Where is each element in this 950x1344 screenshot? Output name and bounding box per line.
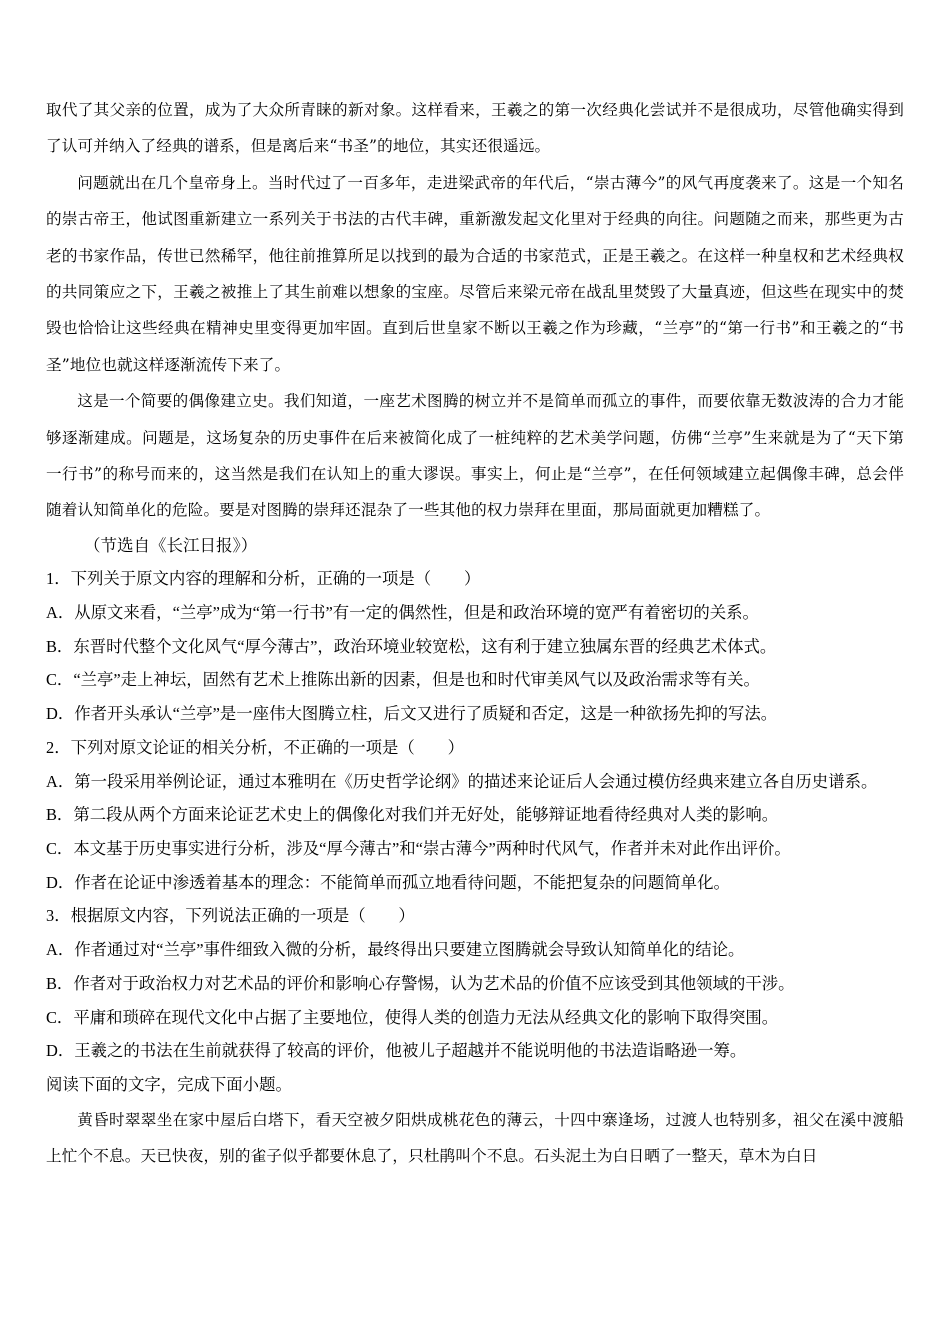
option-c: C．“兰亭”走上神坛，固然有艺术上推陈出新的因素，但是也和时代审美风气以及政治需求等有关。 bbox=[46, 670, 760, 690]
passage-source: （节选自《长江日报》） bbox=[84, 535, 258, 555]
passage-paragraph: 这是一个简要的偶像建立史。我们知道，一座艺术图腾的树立并不是简单而孤立的事件，而要依靠无数波涛的合力才能够逐渐建成。问题是，这场复杂的历史事件在后来被简化成了一桩纯粹的艺术美学问题，仿佛“兰亭”生来就是为了“天下第一行书”的称号而来的，这当然是我们在认知上的重大谬误。事实上，何止是“兰亭”，在任何领域建立起偶像丰碑，总会伴随着认知简单化的危险。要是对图腾的崇拜还混杂了一些其他的权力崇拜在里面，那局面就更加糟糕了。 bbox=[46, 392, 904, 520]
passage-paragraph: 取代了其父亲的位置，成为了大众所青睐的新对象。这样看来，王羲之的第一次经典化尝试并不是很成功，尽管他确实得到了认可并纳入了经典的谱系，但是离后来“书圣”的地位，其实还很遥远。 bbox=[46, 101, 904, 156]
reading-instruction: 阅读下面的文字，完成下面小题。 bbox=[46, 1074, 292, 1094]
option-d: D．作者开头承认“兰亭”是一座伟大图腾立柱，后文又进行了质疑和否定，这是一种欲扬先抑的写法。 bbox=[46, 704, 778, 724]
option-c: C．平庸和琐碎在现代文化中占据了主要地位，使得人类的创造力无法从经典文化的影响下取得突围。 bbox=[46, 1007, 779, 1027]
passage-paragraph: 问题就出在几个皇帝身上。当时代过了一百多年，走进梁武帝的年代后，“崇古薄今”的风气再度袭来了。这是一个知名的崇古帝王，他试图重新建立一系列关于书法的古代丰碑，重新激发起文化里对于经典的向往。问题随之而来，那些更为古老的书家作品，传世已然稀罕，他往前推算所足以找到的最为合适的书家范式，正是王羲之。在这样一种皇权和艺术经典权的共同策应之下，王羲之被推上了其生前难以想象的宝座。尽管后来梁元帝在战乱里焚毁了大量真迹，但这些在现实中的焚毁也恰恰让这些经典在精神史里变得更加牢固。直到后世皇家不断以王羲之作为珍藏，“兰亭”的“第一行书”和王羲之的“书圣”地位也就这样逐渐流传下来了。 bbox=[46, 173, 904, 374]
question-stem: 1．下列关于原文内容的理解和分析，正确的一项是（ ） bbox=[46, 569, 481, 589]
reading-passage bbox=[46, 92, 904, 529]
question-3 bbox=[46, 899, 904, 1068]
question-stem: 3．根据原文内容，下列说法正确的一项是（ ） bbox=[46, 906, 415, 926]
option-a: A．作者通过对“兰亭”事件细致入微的分析，最终得出只要建立图腾就会导致认知简单化的结论。 bbox=[46, 940, 745, 960]
question-1 bbox=[46, 562, 904, 731]
option-b: B．第二段从两个方面来论证艺术史上的偶像化对我们并无好处，能够辩证地看待经典对人类的影响。 bbox=[46, 805, 779, 825]
option-d: D．作者在论证中渗透着基本的理念：不能简单而孤立地看待问题，不能把复杂的问题简单化。 bbox=[46, 872, 730, 892]
option-d: D．王羲之的书法在生前就获得了较高的评价，他被儿子超越并不能说明他的书法造诣略逊一筹。 bbox=[46, 1041, 747, 1061]
document-page bbox=[46, 92, 904, 1174]
option-a: A．第一段采用举例论证，通过本雅明在《历史哲学论纲》的描述来论证后人会通过模仿经典来建立各自历史谱系。 bbox=[46, 771, 878, 791]
option-b: B．作者对于政治权力对艺术品的评价和影响心存警惕，认为艺术品的价值不应该受到其他领域的干涉。 bbox=[46, 973, 795, 993]
question-2 bbox=[46, 731, 904, 900]
option-a: A．从原文来看，“兰亭”成为“第一行书”有一定的偶然性，但是和政治环境的宽严有着密切的关系。 bbox=[46, 603, 759, 623]
option-c: C．本文基于历史事实进行分析，涉及“厚今薄古”和“崇古薄今”两种时代风气，作者并未对此作出评价。 bbox=[46, 839, 791, 858]
option-b: B．东晋时代整个文化风气“厚今薄古”，政治环境业较宽松，这有利于建立独属东晋的经典艺术体式。 bbox=[46, 636, 777, 656]
passage-paragraph: 黄昏时翠翠坐在家中屋后白塔下，看天空被夕阳烘成桃花色的薄云，十四中寨逢场，过渡人也特别多，祖父在溪中渡船上忙个不息。天已快夜，别的雀子似乎都要休息了，只杜鹃叫个不息。石头泥土为白日晒了一整天，草木为白日 bbox=[46, 1110, 904, 1166]
question-stem: 2．下列对原文论证的相关分析，不正确的一项是（ ） bbox=[46, 737, 464, 757]
reading-passage-2 bbox=[46, 1102, 904, 1175]
